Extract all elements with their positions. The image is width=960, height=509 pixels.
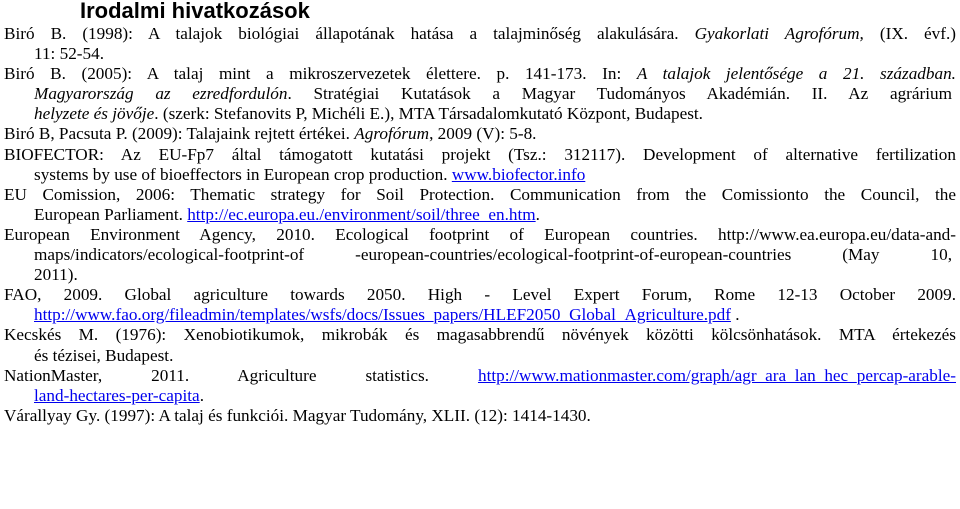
reference-link[interactable]: http://www.fao.org/fileadmin/templates/wsfs/docs/Issues_papers/HLEF2050_Global_Agriculture.pdf — [34, 305, 731, 325]
reference-line — [0, 386, 960, 406]
reference-line — [0, 205, 960, 225]
reference-title: Agrofórum — [354, 124, 430, 144]
reference-line — [0, 406, 960, 426]
reference-text: European Parliament. — [34, 204, 188, 224]
reference-text: Biró B, Pacsuta P. (2009): Talajaink rejtett értékei. — [4, 124, 355, 144]
reference-text: . — [535, 204, 540, 224]
reference-line — [0, 245, 952, 265]
reference-line — [0, 165, 960, 185]
reference-link[interactable]: http://ec.europa.eu./environment/soil/three_en.htm — [187, 204, 536, 224]
reference-line — [0, 145, 956, 165]
reference-line — [0, 24, 956, 44]
reference-text: systems by use of bioeffectors in European crop production. — [34, 164, 452, 184]
reference-text: NationMaster, 2011. Agriculture statistics. — [4, 365, 478, 385]
reference-text: . (szerk: Stefanovits P, Michéli E.), MTA Társadalomkutató Központ, Budapest. — [154, 104, 703, 124]
section-heading: Irodalmi hivatkozások — [80, 0, 310, 23]
reference-text: Biró B. (1998): A talajok biológiai állapotának hatása a talajminőség alakulására. — [4, 24, 695, 43]
reference-line — [0, 285, 956, 305]
reference-text: EU Comission, 2006: Thematic strategy for Soil Protection. Communication from the Comissionto the Council, the — [4, 184, 956, 204]
reference-line — [0, 265, 960, 285]
reference-text: maps/indicators/ecological-footprint-of -european-countries/ecological-footprint-of-european-countries (May 10, — [34, 245, 952, 265]
reference-text: . — [199, 385, 204, 405]
reference-text: Biró B. (2005): A talaj mint a mikroszervezetek élettere. p. 141-173. In: — [4, 64, 637, 84]
reference-text: Várallyay Gy. (1997): A talaj és funkciói. Magyar Tudomány, XLII. (12): 1414-1430. — [4, 405, 591, 425]
reference-text: 11: 52-54. — [34, 44, 105, 64]
reference-text: Kecskés M. (1976): Xenobiotikumok, mikrobák és magasabbrendű növények közötti kölcsönhatások. MTA értekezés — [4, 325, 956, 345]
reference-link[interactable]: www.biofector.info — [451, 164, 586, 184]
reference-line — [0, 185, 956, 205]
reference-text: European Environment Agency, 2010. Ecological footprint of European countries. http://www.ea.europa.eu/data-and- — [4, 224, 956, 244]
reference-line — [0, 124, 960, 144]
reference-line — [0, 44, 960, 64]
reference-text: FAO, 2009. Global agriculture towards 2050. High - Level Expert Forum, Rome 12-13 October 2009. — [4, 285, 956, 305]
reference-text: és tézisei, Budapest. — [34, 345, 174, 365]
reference-line — [0, 305, 960, 325]
reference-line — [0, 346, 960, 366]
reference-text: (IX. évf.) — [863, 24, 956, 43]
reference-link[interactable]: land-hectares-per-capita — [34, 385, 200, 405]
reference-line — [0, 84, 952, 104]
reference-text: . — [730, 305, 740, 325]
reference-text: BIOFECTOR: Az EU-Fp7 által támogatott kutatási projekt (Tsz.: 312117). Development of alternative fertilization — [4, 144, 956, 164]
reference-title: A talajok jelentősége a 21. században. — [636, 64, 956, 84]
reference-list — [0, 24, 960, 426]
reference-line — [0, 325, 956, 345]
reference-title: Gyakorlati Agrofórum, — [694, 24, 864, 43]
reference-text: , 2009 (V): 5-8. — [429, 124, 537, 144]
reference-line — [0, 64, 956, 84]
reference-text: . Stratégiai Kutatások a Magyar Tudományos Akadémián. II. Az agrárium — [287, 84, 952, 104]
reference-title: Magyarország az ezredfordulón — [34, 84, 288, 104]
reference-line — [0, 104, 960, 124]
reference-text: 2011). — [34, 265, 78, 285]
reference-line — [0, 225, 956, 245]
reference-link[interactable]: http://www.mationmaster.com/graph/agr_ara_lan_hec_percap-arable- — [477, 365, 956, 385]
reference-title: helyzete és jövője — [34, 104, 155, 124]
reference-line — [0, 366, 956, 386]
